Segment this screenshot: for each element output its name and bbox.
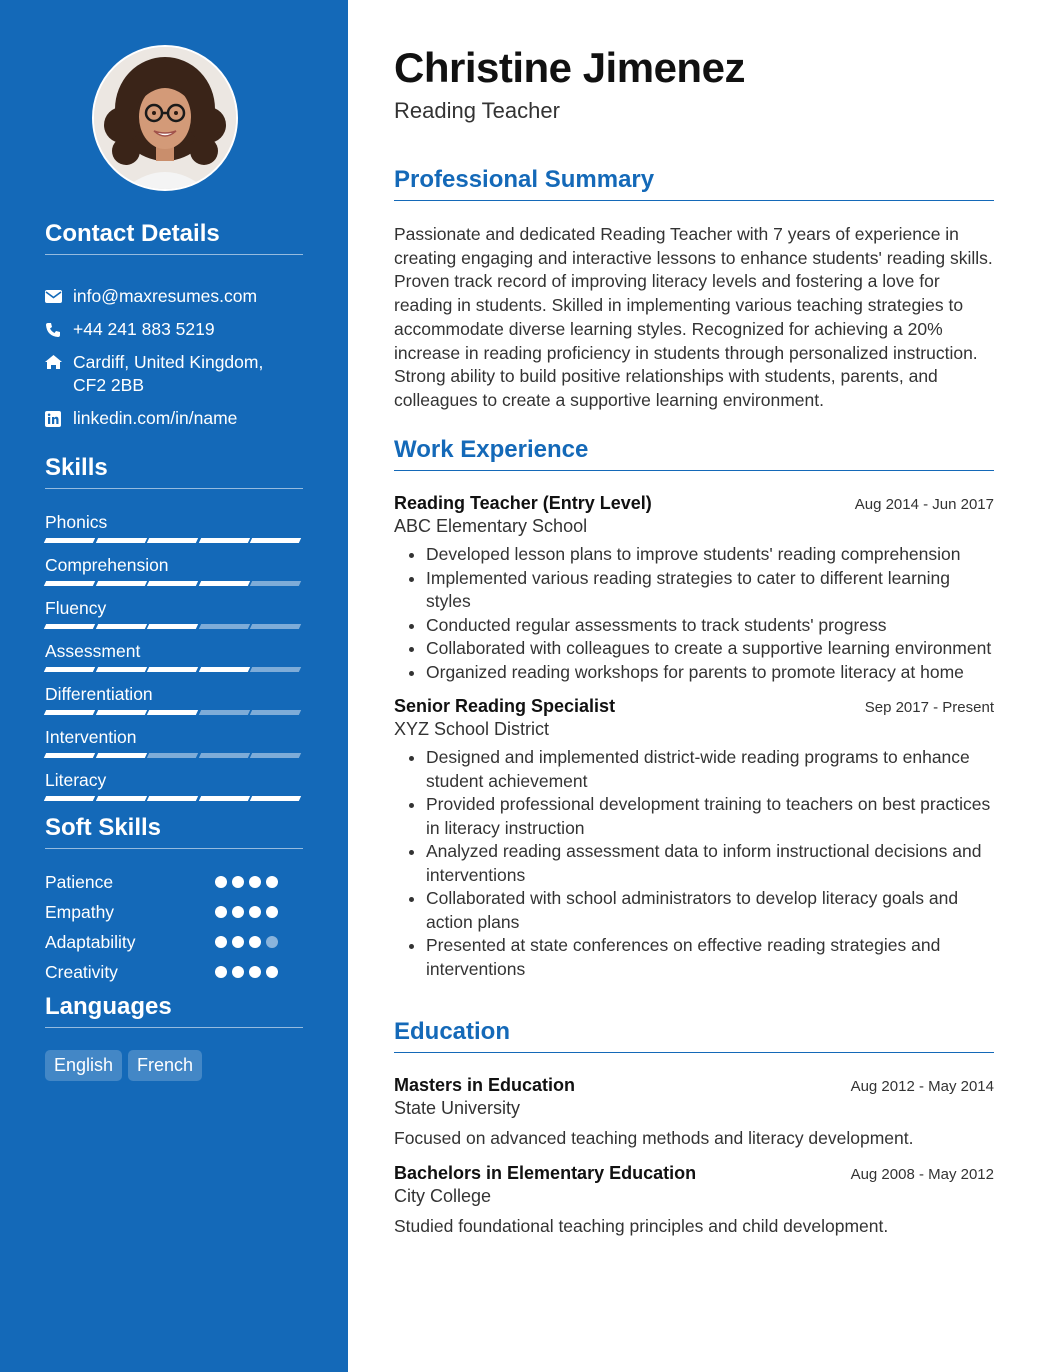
skill-level-segment [95,538,146,543]
skill-level-segment [250,796,301,801]
skill-level-segment [95,667,146,672]
skills-section [45,454,303,812]
contact-linkedin-row [45,407,303,430]
soft-skill-name: Empathy [45,901,115,922]
skill-item [45,769,303,802]
profile-photo-illustration [94,47,236,189]
skill-level-segment [199,753,250,758]
soft-skill-name: Creativity [45,961,118,982]
rating-dot [249,876,261,888]
skill-level-segment [250,624,301,629]
skill-level-segment [147,796,198,801]
languages-list [45,1050,303,1081]
skill-level-segment [44,538,95,543]
skill-level-segment [199,624,250,629]
job-bullet: • Collaborated with colleagues to create a supportive learning environment [426,637,994,661]
job-bullet: • Collaborated with school administrators to develop literacy goals and action plans [426,887,994,934]
experience-section [394,436,994,981]
summary-text: Passionate and dedicated Reading Teacher with 7 years of experience in creating engaging and interactive lessons to enhance students' reading skills. Proven track record of improving literacy levels and fostering a love for reading in students. Skilled in implementing various teaching strategies to accommodate diverse learning styles. Recognized for achieving a 20% increase in reading proficiency in students through personalized instruction. Strong ability to build positive relationships with students, parents, and colleagues to create a supportive learning environment. [394,224,993,410]
languages-title: Languages [45,993,303,1028]
sidebar [0,0,348,1372]
skill-level-segment [44,796,95,801]
skill-level-segment [95,796,146,801]
rating-dot [232,876,244,888]
job-bullets [394,746,994,981]
education-dates: Aug 2008 - May 2012 [850,1165,994,1183]
soft-skill-item [45,957,303,987]
soft-skill-rating [215,876,278,888]
skill-level-segment [147,667,198,672]
skill-level-segment [95,624,146,629]
job-bullet: • Organized reading workshops for parents to promote literacy at home [426,661,994,685]
education-header [394,1163,994,1184]
skills-list [45,511,303,802]
education-dates: Aug 2012 - May 2014 [850,1078,994,1095]
rating-dot [266,966,278,978]
job-entry [394,493,994,684]
skill-level-segment [147,624,198,629]
rating-dot [232,906,244,918]
skill-level-bar [45,624,303,630]
summary-section [394,166,994,413]
contact-address-line1: Cardiff, United Kingdom, [73,352,264,372]
soft-skill-item [45,867,303,897]
rating-dot [215,966,227,978]
skill-item [45,683,303,716]
job-title: Senior Reading Specialist [394,696,616,716]
education-header [394,1075,994,1096]
rating-dot [249,936,261,948]
job-bullet: • Implemented various reading strategies to cater to different learning styles [426,567,994,614]
job-bullet: • Designed and implemented district-wide reading programs to enhance student achievement [426,746,994,793]
education-title: Education [394,1018,994,1053]
soft-skill-name: Patience [45,871,114,892]
language-chip: English [45,1050,122,1081]
skill-level-segment [147,581,198,586]
soft-skills-list [45,867,303,987]
summary-title: Professional Summary [394,166,994,201]
job-bullet: • Developed lesson plans to improve students' reading comprehension [426,543,994,567]
skill-level-segment [147,538,198,543]
soft-skill-rating [215,906,278,918]
rating-dot [249,966,261,978]
skill-level-bar [45,710,303,716]
soft-skill-name: Adaptability [45,931,136,952]
skill-level-bar [45,667,303,673]
soft-skill-rating [215,966,278,978]
phone-icon [45,318,73,341]
skill-item [45,597,303,630]
language-chip: French [128,1050,202,1081]
skill-level-segment [250,538,301,543]
skill-level-segment [250,667,301,672]
contact-address-line2: CF2 2BB [73,375,144,395]
soft-skill-item [45,927,303,957]
contact-address-row [45,351,303,397]
rating-dot [266,906,278,918]
skill-level-segment [147,753,198,758]
rating-dot [249,906,261,918]
skill-item [45,511,303,544]
job-organization: ABC Elementary School [394,516,588,536]
education-entry [394,1075,994,1151]
skill-level-segment [95,753,146,758]
rating-dot [215,936,227,948]
skill-name: Fluency [45,598,107,618]
skill-level-segment [250,581,301,586]
rating-dot [215,876,227,888]
soft-skill-rating [215,936,278,948]
candidate-name: Christine Jimenez [394,44,745,91]
job-bullet: • Conducted regular assessments to track students' progress [426,614,994,638]
skill-level-bar [45,581,303,587]
skill-level-segment [44,624,95,629]
soft-skill-item [45,897,303,927]
education-school: State University [394,1098,521,1118]
skill-item [45,554,303,587]
skill-level-segment [250,753,301,758]
job-bullets [394,543,994,684]
rating-dot [266,876,278,888]
skill-level-segment [44,710,95,715]
contact-address [73,351,263,397]
education-description: Studied foundational teaching principles and child development. [394,1215,889,1236]
home-icon [45,351,73,374]
education-list [394,1075,994,1238]
rating-dot [215,906,227,918]
skill-level-segment [147,710,198,715]
contact-title: Contact Details [45,220,303,255]
education-degree: Masters in Education [394,1075,576,1095]
job-dates: Aug 2014 - Jun 2017 [854,496,994,513]
skill-level-segment [44,753,95,758]
soft-skills-section [45,814,303,987]
job-header [394,493,994,514]
job-bullet: • Presented at state conferences on effective reading strategies and interventions [426,934,994,981]
education-description: Focused on advanced teaching methods and literacy development. [394,1128,914,1148]
skill-name: Intervention [45,727,137,747]
skill-level-segment [44,667,95,672]
contact-section [45,220,303,440]
skill-name: Phonics [45,512,108,532]
contact-phone[interactable]: +44 241 883 5219 [73,319,215,339]
skill-name: Literacy [45,770,107,790]
skill-level-segment [95,710,146,715]
soft-skills-title: Soft Skills [45,814,303,849]
skill-level-segment [44,581,95,586]
skill-name: Comprehension [45,555,169,575]
skill-level-segment [199,538,250,543]
skill-name: Differentiation [45,684,153,704]
job-dates: Sep 2017 - Present [864,699,994,716]
jobs-list [394,493,994,981]
languages-section [45,993,303,1081]
rating-dot [232,936,244,948]
skill-item [45,640,303,673]
education-school: City College [394,1185,492,1206]
linkedin-icon [45,407,73,430]
skill-level-bar [45,538,303,544]
envelope-icon [45,285,73,308]
contact-email-row [45,285,303,308]
skill-level-bar [45,796,303,802]
contact-phone-row [45,318,303,341]
job-bullet: • Provided professional development training to teachers on best practices in literacy instruction [426,793,994,840]
skill-level-segment [199,796,250,801]
skill-level-segment [250,710,301,715]
candidate-role: Reading Teacher [394,98,560,123]
job-bullet: • Analyzed reading assessment data to inform instructional decisions and interventions [426,840,994,887]
skill-level-segment [199,667,250,672]
skill-level-segment [95,581,146,586]
job-header [394,696,994,717]
job-organization: XYZ School District [394,719,550,739]
experience-title: Work Experience [394,436,994,471]
skill-item [45,726,303,759]
skill-name: Assessment [45,641,141,661]
rating-dot [266,936,278,948]
education-entry [394,1163,994,1239]
contact-email[interactable]: info@maxresumes.com [73,286,258,306]
job-title: Reading Teacher (Entry Level) [394,493,652,513]
skills-title: Skills [45,454,303,489]
skill-level-segment [199,710,250,715]
rating-dot [232,966,244,978]
contact-linkedin[interactable]: linkedin.com/in/name [73,408,238,428]
job-entry [394,696,994,981]
education-section [394,1018,994,1238]
education-degree: Bachelors in Elementary Education [394,1162,697,1183]
skill-level-bar [45,753,303,759]
skill-level-segment [199,581,250,586]
profile-photo [92,45,238,191]
